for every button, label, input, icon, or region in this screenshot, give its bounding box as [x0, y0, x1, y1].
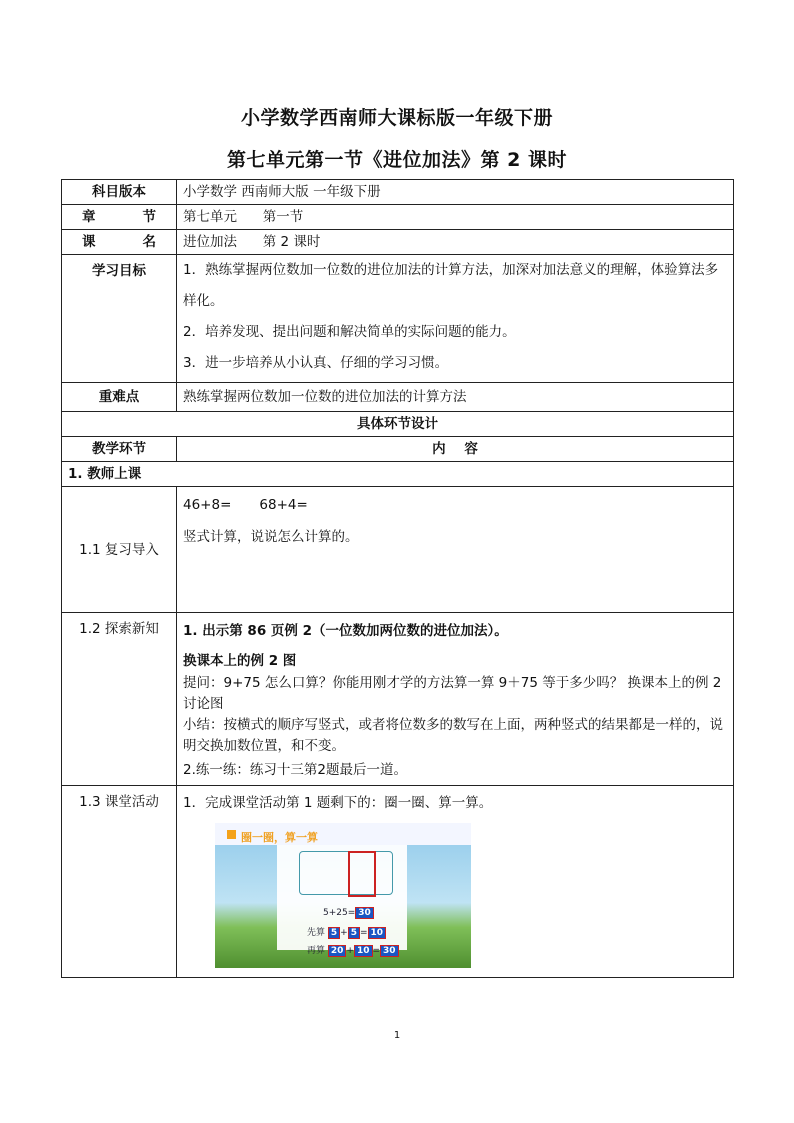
stage-column-header: 教学环节 [62, 437, 177, 462]
review-instruction: 竖式计算，说说怎么计算的。 [183, 529, 359, 545]
lesson-label: 课 名 [62, 230, 177, 255]
goals-label: 学习目标 [62, 255, 177, 383]
chapter-label: 章 节 [62, 205, 177, 230]
explore-practice: 2.练一练：练习十三第2题最后一道。 [183, 762, 407, 778]
explore-heading: 1. 出示第 86 页例 2（一位数加两位数的进位加法）。 [183, 623, 508, 639]
circled-bundle-icon [348, 851, 376, 897]
key-label: 重难点 [62, 383, 177, 412]
lesson-value: 进位加法 第 2 课时 [177, 230, 734, 255]
document-title: 小学数学西南师大课标版一年级下册 [240, 107, 553, 129]
activity-illustration: 圈一圈，算一算 5+25= 30 先算 5 + 5 = 10 再算 20 + 10 = 30 [215, 823, 471, 968]
step-content-review [177, 487, 734, 613]
explore-subheading: 换课本上的例 2 图 [183, 653, 297, 669]
expression: 68+4= [259, 497, 308, 513]
subject-label: 科目版本 [62, 180, 177, 205]
page-number: 1 [393, 1030, 401, 1041]
goal-item: 3．进一步培养从小认真、仔细的学习习惯。 [183, 355, 449, 371]
step-content-explore [177, 613, 734, 786]
content-column-header: 内 容 [177, 437, 734, 462]
counting-sticks-icon [299, 851, 393, 895]
section-heading: 1. 教师上课 [62, 462, 734, 487]
step-label-review: 1.1 复习导入 [62, 487, 177, 613]
lesson-plan-table [61, 179, 734, 978]
explore-question: 提问：9+75 怎么口算？你能用刚才学的方法算一算 9＋75 等于多少吗？ 换课本上的例 2 讨论图 [183, 675, 722, 712]
step-label-explore: 1.2 探索新知 [62, 613, 177, 786]
illustration-header: 圈一圈，算一算 [241, 831, 318, 844]
step-label-activity: 1.3 课堂活动 [62, 786, 177, 978]
activity-instruction: 1．完成课堂活动第 1 题剩下的：圈一圈、算一算。 [183, 795, 493, 811]
goal-item: 2．培养发现、提出问题和解决简单的实际问题的能力。 [183, 324, 516, 340]
step-content-activity [177, 786, 734, 978]
expression: 46+8= [183, 497, 232, 513]
explore-summary: 小结：按横式的顺序写竖式，或者将位数多的数写在上面，两种竖式的结果都是一样的，说明交换加数位置，和不变。 [183, 717, 723, 754]
design-header: 具体环节设计 [62, 412, 734, 437]
key-value: 熟练掌握两位数加一位数的进位加法的计算方法 [177, 383, 734, 412]
subject-value: 小学数学 西南师大版 一年级下册 [177, 180, 734, 205]
goal-item: 1．熟练掌握两位数加一位数的进位加法的计算方法，加深对加法意义的理解，体验算法多样化。 [183, 262, 719, 309]
goals-list [177, 255, 734, 383]
document-subtitle: 第七单元第一节《进位加法》第 2 课时 [227, 149, 567, 171]
chapter-value: 第七单元 第一节 [177, 205, 734, 230]
